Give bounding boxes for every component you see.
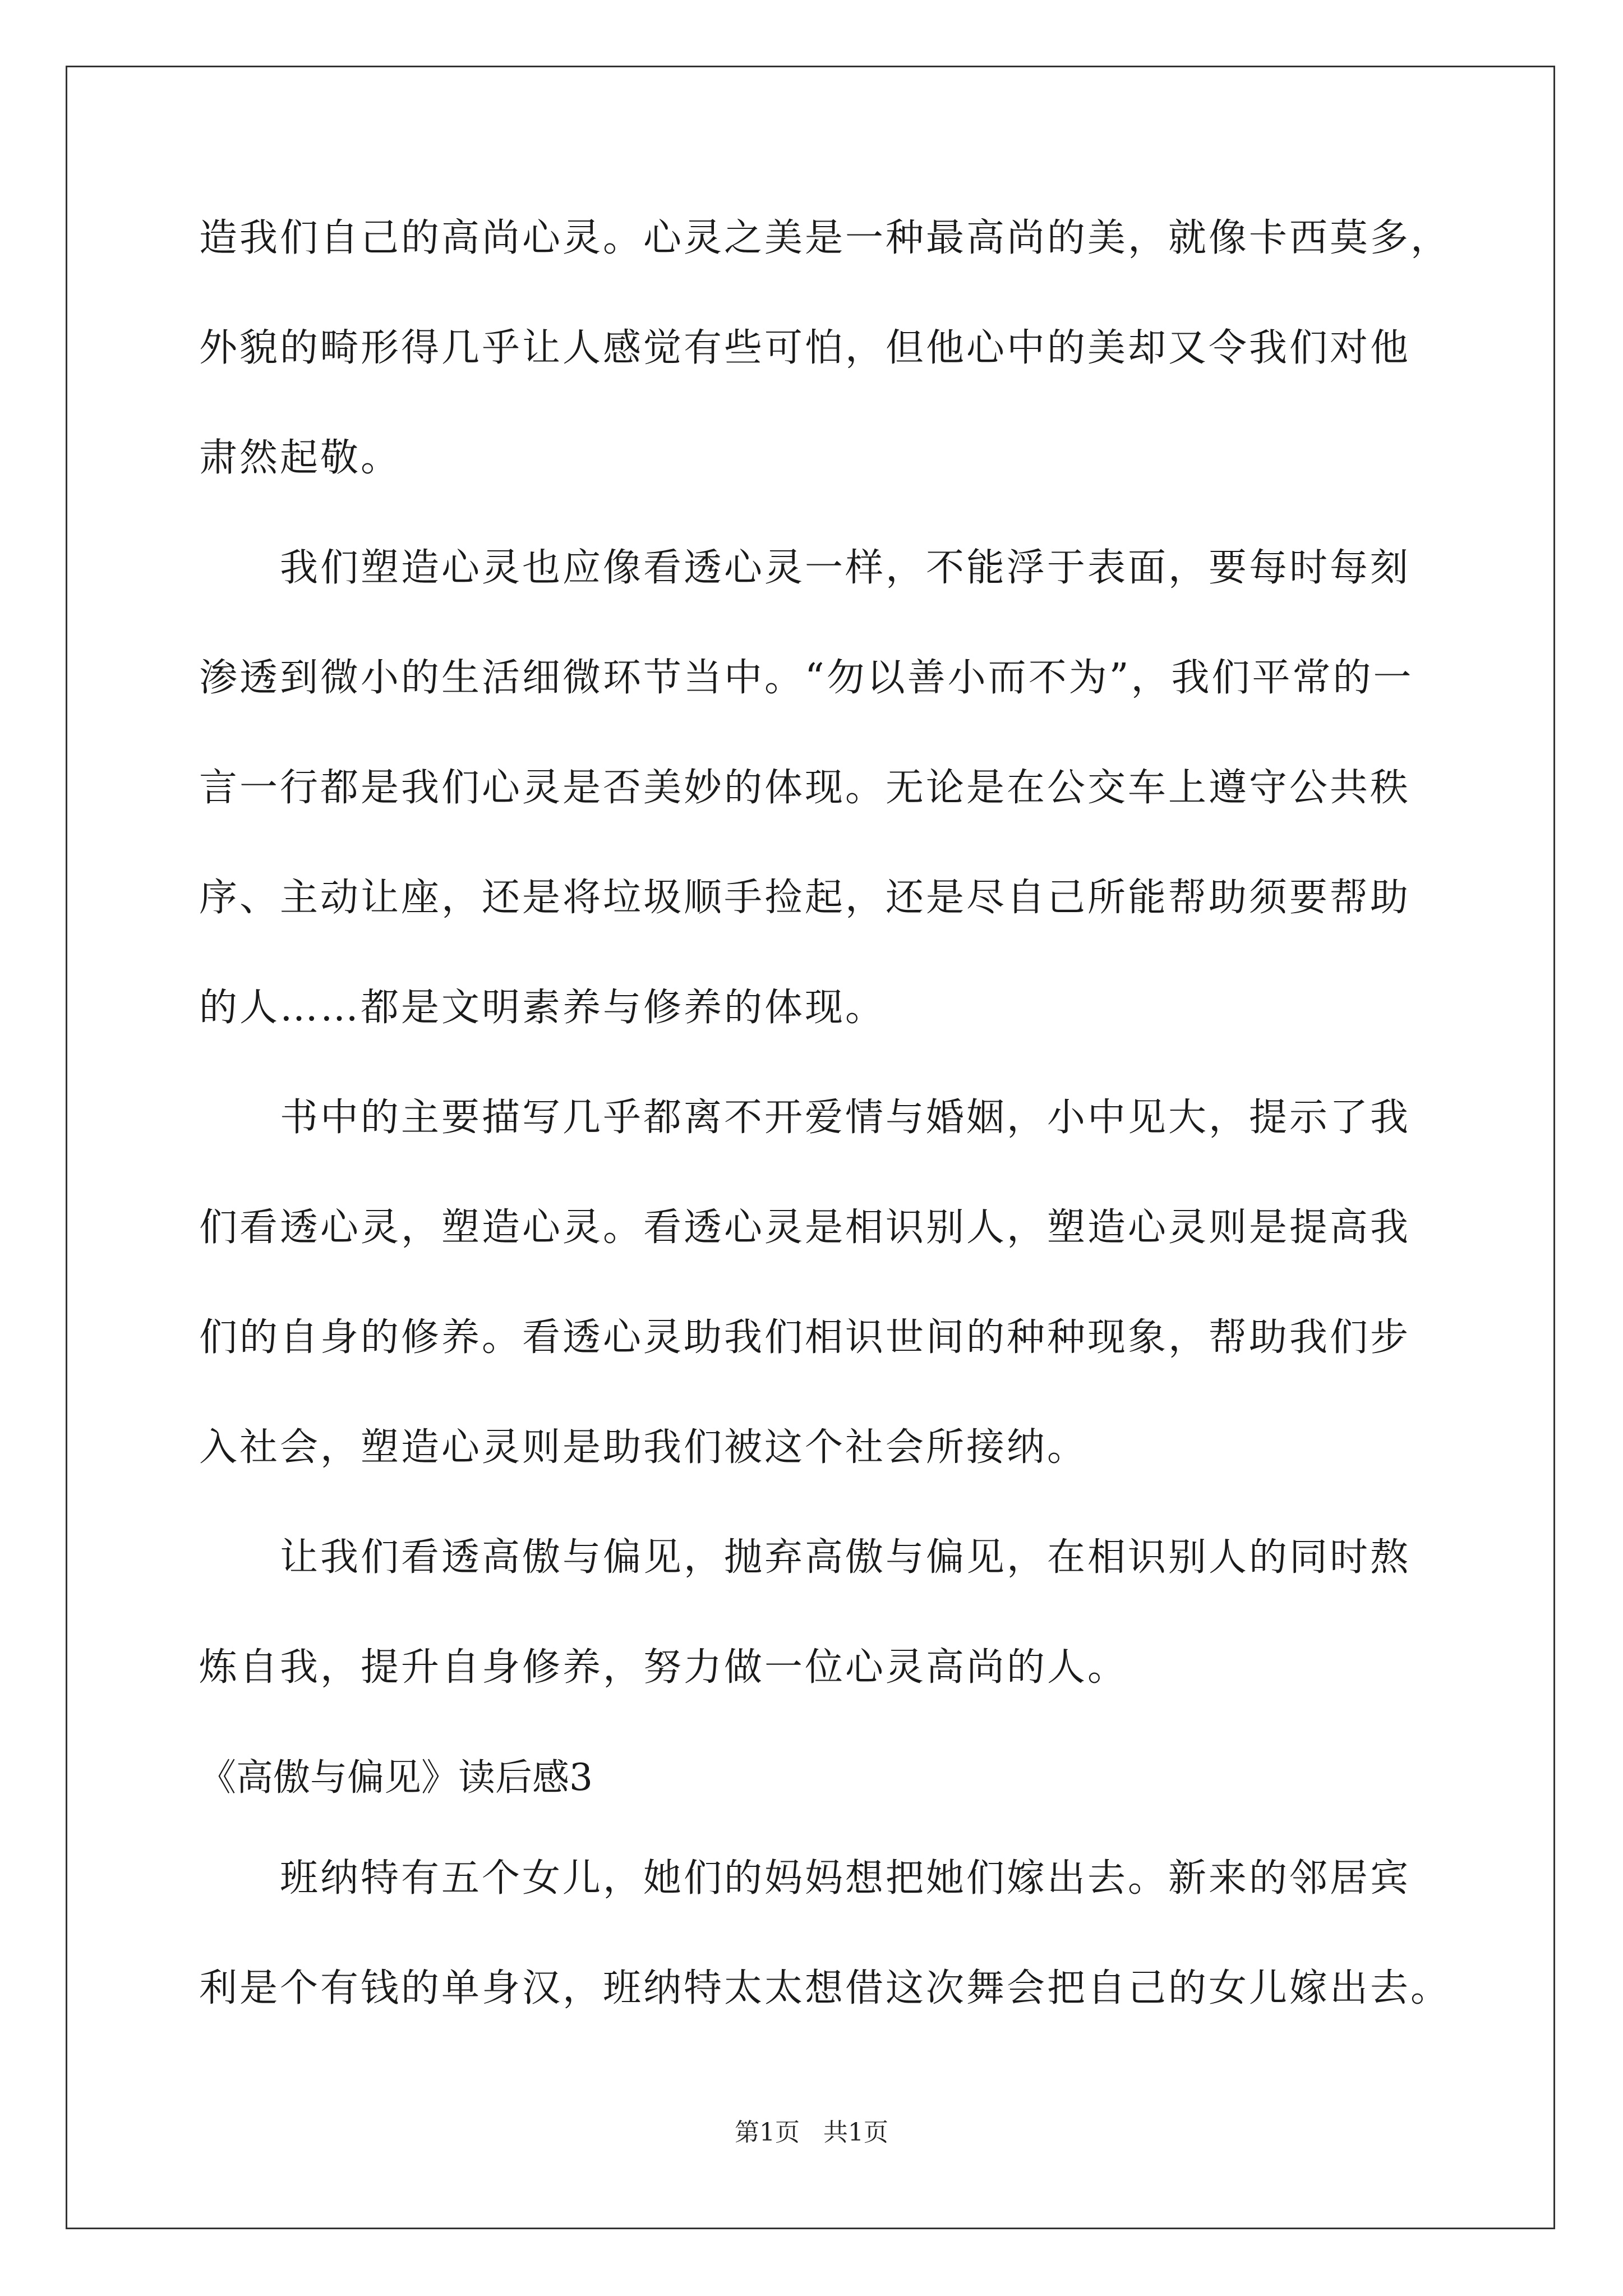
text-line: 让我们看透高傲与偏见，抛弃高傲与偏见，在相识别人的同时熬: [280, 1535, 1411, 1580]
paragraph: [199, 1090, 1433, 1530]
text-line: 外貌的畸形得几乎让人感觉有些可怕，但他心中的美却又令我们对他: [199, 326, 1411, 370]
page-footer: [0, 2116, 1623, 2150]
page-number: 第1页: [735, 2118, 800, 2147]
text-line: 班纳特有五个女儿，她们的妈妈想把她们嫁出去。新来的邻居宾: [280, 1856, 1411, 1901]
text-line: 的人……都是文明素养与修养的体现。: [199, 986, 886, 1030]
text-line: 造我们自己的高尚心灵。心灵之美是一种最高尚的美，就像卡西莫多，: [199, 216, 1451, 260]
paragraph: [199, 1851, 1451, 2070]
text-line: 利是个有钱的单身汉，班纳特太太想借这次舞会把自己的女儿嫁出去。: [199, 1966, 1451, 2010]
text-line: 书中的主要描写几乎都离不开爱情与婚姻，小中见大，提示了我: [280, 1096, 1411, 1140]
paragraph: [199, 1530, 1433, 1750]
text-line: 们看透心灵，塑造心灵。看透心灵是相识别人，塑造心灵则是提高我: [199, 1205, 1411, 1250]
document-body: [199, 210, 1451, 2070]
text-line: 炼自我，提升自身修养，努力做一位心灵高尚的人。: [199, 1645, 1128, 1690]
page-total: 共1页: [823, 2118, 888, 2147]
text-line: 我们塑造心灵也应像看透心灵一样，不能浮于表面，要每时每刻: [280, 546, 1411, 590]
text-line: 言一行都是我们心灵是否美妙的体现。无论是在公交车上遵守公共秩: [199, 766, 1411, 810]
text-line: 渗透到微小的生活细微环节当中。“勿以善小而不为”，我们平常的一: [199, 656, 1414, 700]
text-line: 们的自身的修养。看透心灵助我们相识世间的种种现象，帮助我们步: [199, 1315, 1411, 1360]
paragraph: [199, 540, 1433, 1090]
paragraph: [199, 210, 1451, 540]
text-line: 序、主动让座，还是将垃圾顺手捡起，还是尽自己所能帮助须要帮助: [199, 876, 1411, 920]
text-line: 入社会，塑造心灵则是助我们被这个社会所接纳。: [199, 1425, 1088, 1470]
section-heading: 《高傲与偏见》读后感3: [199, 1756, 593, 1799]
text-line: 肃然起敬。: [199, 436, 402, 480]
